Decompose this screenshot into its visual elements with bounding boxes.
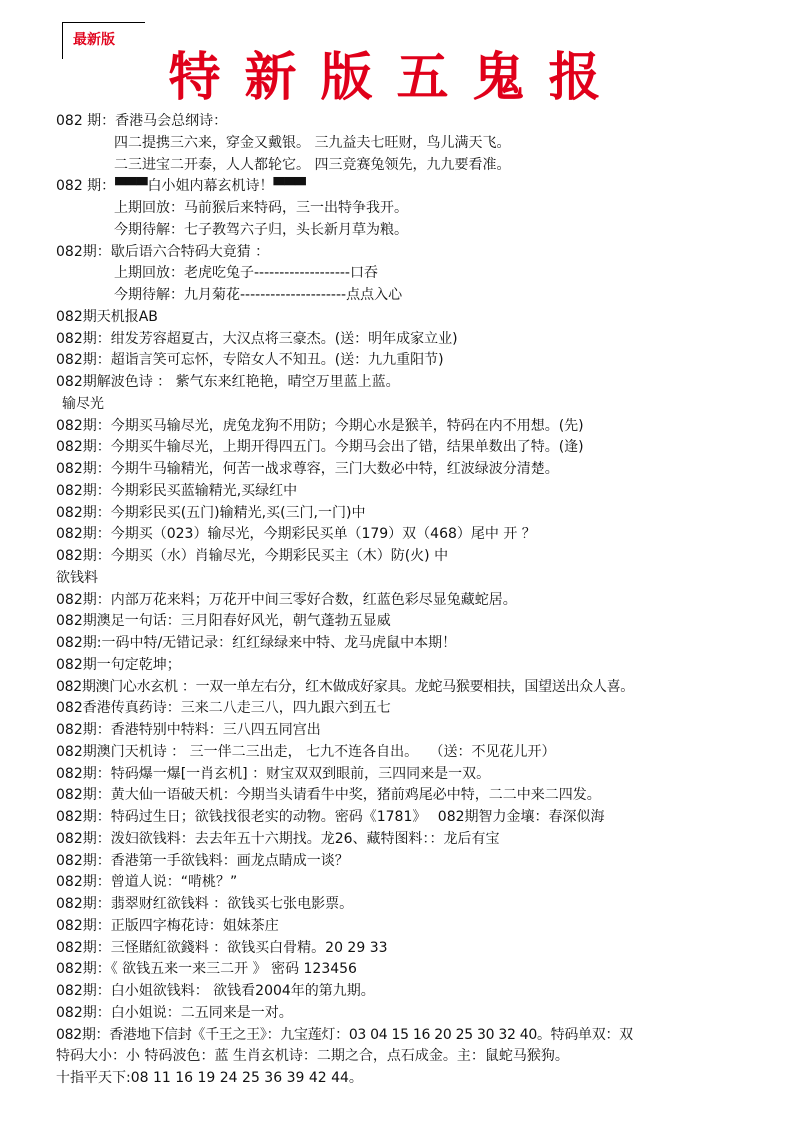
- text-line: 082期：曾道人说：“啃桃？”: [56, 874, 238, 891]
- text-line: 今期待解：七子教驾六子归，头长新月草为粮。: [114, 221, 408, 238]
- text-line: 082期：香港第一手欲钱料：画龙点睛成一谈？: [56, 852, 349, 869]
- text-line: 082 期：香港马会总纲诗：: [56, 113, 228, 129]
- text-line: 四二提携三六来，穿金又戴银。 三九益夫七旺财，鸟儿满天飞。: [114, 134, 511, 151]
- text-line: 上期回放：老虎吃兔子-------------------口吞: [114, 265, 378, 282]
- text-line: 082期：内部万花来料；万花开中间三零好合数，红蓝色彩尽显兔藏蛇居。: [56, 591, 517, 608]
- content-body: [56, 111, 786, 1090]
- text-line: 今期待解：九月菊花---------------------点点入心: [114, 287, 403, 303]
- text-line: 082期：超诣言笑可忘怀，专陪女人不知丑。(送：九九重阳节): [56, 352, 444, 369]
- text-line: 082期：正版四字梅花诗：姐妹茶庄: [56, 917, 279, 934]
- text-line: 二三进宝二开泰，人人都轮它。 四三竞赛兔领先，九九要看准。: [114, 156, 511, 173]
- text-line: 082期澳门心水玄机 ：一双一单左右分，红木做成好家具。龙蛇马猴要相扶，国望送出众人喜。: [56, 678, 634, 695]
- text-line: 082期：今期买马输尽光，虎兔龙狗不用防；今期心水是猴羊，特码在内不用想。(先): [56, 417, 584, 434]
- text-line: 082期：香港特别中特料：三八四五同宫出: [56, 722, 321, 738]
- text-line: 082期：翡翠财红欲钱料 ：欲钱买七张电影票。: [56, 896, 354, 912]
- text-line: 082期天机报AB: [56, 308, 158, 325]
- text-line: 082期：香港地下信封《千王之王》：九宝莲灯：03 04 15 16 20 25 30 32 40。特码单双：双: [56, 1026, 633, 1043]
- text-line: 十指平天下:08 11 16 19 24 25 36 39 42 44。: [56, 1070, 363, 1086]
- text-line: 082期：《 欲钱五来一来三二开 》 密码 123456: [56, 961, 357, 978]
- text-line: 082期：今期彩民买(五门)输精光,买(三门,一门)中: [56, 504, 366, 521]
- text-line: 特码大小：小 特码波色：蓝 生肖玄机诗：二期之合，点石成金。主：鼠蛇马猴狗。: [56, 1048, 569, 1065]
- text-line: 欲钱料: [56, 569, 98, 586]
- text-line: 082期：特码爆一爆[一肖玄机] ：财宝双双到眼前，三四同来是一双。: [56, 765, 491, 782]
- text-line: 082期：特码过生日；欲钱找很老实的动物。密码《1781》 082期智力金壤：春深似海: [56, 809, 605, 825]
- text-line: 082期：今期买牛输尽光，上期开得四五门。今期马会出了错，结果单数出了特。(逢): [56, 439, 584, 456]
- text-line: 082香港传真药诗：三来二八走三八，四九跟六到五七: [56, 700, 391, 717]
- text-line: 082期：三怪賭紅欲錢料 ：欲钱买白骨精。20 29 33: [56, 939, 388, 956]
- text-line: 082期：白小姐欲钱料： 欲钱看2004年的第九期。: [56, 983, 375, 999]
- text-line: 082 期：▀▀▀白小姐内幕玄机诗！▀▀▀: [56, 178, 306, 195]
- edition-badge-label: 最新版: [73, 32, 115, 48]
- text-line: 082期：泼妇欲钱料：去去年五十六期找。龙26、藏特图料：：龙后有宝: [56, 830, 500, 847]
- text-line: 082期：绀发芳容超夏古，大汉点将三豪杰。(送：明年成家立业): [56, 330, 458, 347]
- text-line: 082期：今期买（水）肖输尽光，今期彩民买主（木）防(火) 中: [56, 548, 449, 564]
- text-line: 082期澳门天机诗 ： 三一伴二三出走， 七九不连各自出。 （送：不见花儿开）: [56, 743, 556, 760]
- text-line: 082期：歇后语六合特码大竟猜 ：: [56, 243, 270, 260]
- text-line: 082期:一码中特/无错记录：红红绿绿来中特、龙马虎鼠中本期！: [56, 635, 457, 651]
- text-line: 输尽光: [62, 395, 104, 412]
- text-line: 082期一句定乾坤；: [56, 656, 181, 673]
- text-line: 082期：今期买（023）输尽光，今期彩民买单（179）双（468）尾中 开 ？: [56, 526, 536, 543]
- text-line: 082期澳足一句话：三月阳春好风光，朝气蓬勃五显威: [56, 613, 391, 630]
- text-line: 上期回放：马前猴后来特码，三一出特争我开。: [114, 200, 408, 216]
- text-line: 082期：今期彩民买蓝输精光,买绿红中: [56, 482, 298, 499]
- page-title: 特新版五鬼报: [168, 47, 625, 108]
- text-line: 082期：黄大仙一语破天机：今期当头请看牛中奖，猪前鸡尾必中特，二二中来二四发。: [56, 787, 601, 804]
- text-line: 082期：白小姐说：二五同来是一对。: [56, 1004, 293, 1021]
- text-line: 082期解波色诗 ： 紫气东来红艳艳，晴空万里蓝上蓝。: [56, 374, 400, 390]
- text-line: 082期：今期牛马输精光，何苦一战求尊容，三门大数必中特，红波绿波分清楚。: [56, 461, 559, 477]
